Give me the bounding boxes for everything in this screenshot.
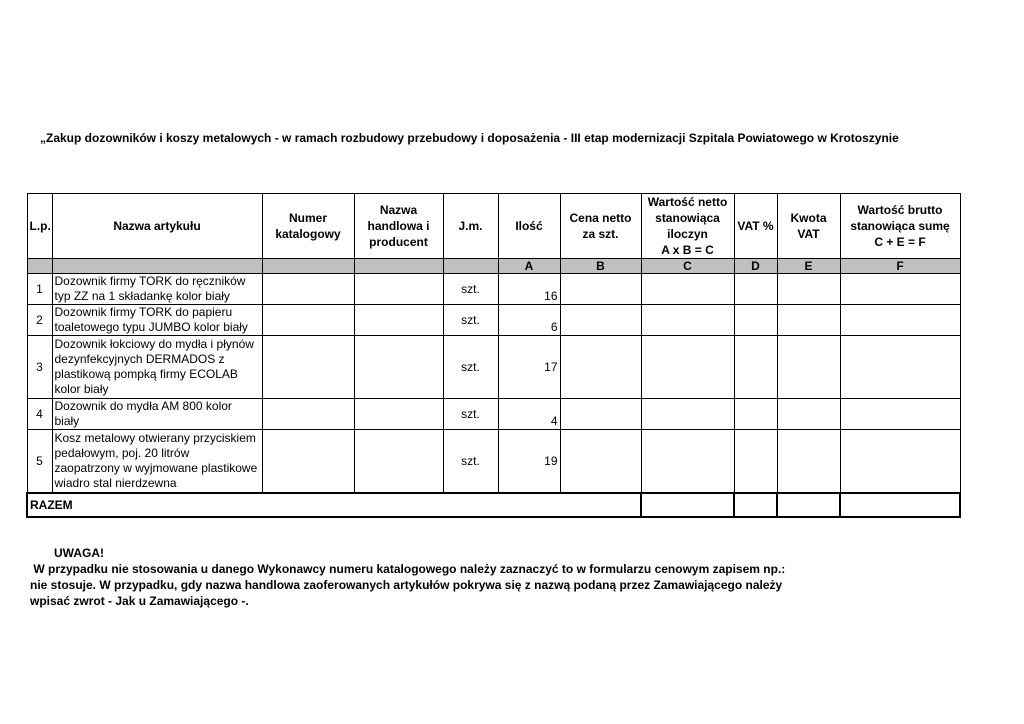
table-row	[27, 336, 960, 399]
net-value-cell[interactable]	[641, 305, 734, 336]
net-value-cell[interactable]	[641, 336, 734, 399]
trade-name-cell[interactable]	[354, 336, 443, 399]
row-lp: 3	[27, 336, 52, 399]
total-vat-amount-cell[interactable]	[777, 493, 840, 517]
item-name-line: pedałowym, poj. 20 litrów	[54, 446, 190, 460]
header-price-line: Cena netto	[569, 211, 632, 225]
row-lp: 4	[27, 399, 52, 430]
header-net-line: iloczyn	[667, 227, 708, 241]
unit-price-cell[interactable]	[560, 430, 641, 494]
catalog-number-cell[interactable]	[262, 305, 354, 336]
header-trade-line: Nazwa	[379, 203, 418, 217]
trade-name-cell[interactable]	[354, 305, 443, 336]
unit-price-cell[interactable]	[560, 274, 641, 305]
vat-percent-cell[interactable]	[734, 336, 777, 399]
notes-line: W przypadku nie stosowania u danego Wykonawcy numeru katalogowego należy zaznaczyć to w formularzu cenowym zapisem np.:	[30, 562, 786, 576]
header-row	[27, 194, 960, 259]
header-vat-line: VAT	[797, 227, 820, 241]
row-item-name	[52, 430, 262, 494]
gross-value-cell[interactable]	[840, 305, 960, 336]
catalog-number-cell[interactable]	[262, 430, 354, 494]
gross-value-cell[interactable]	[840, 336, 960, 399]
header-trade-line: handlowa i	[367, 219, 430, 233]
item-name-line: Dozownik firmy TORK do papieru	[54, 305, 233, 319]
header-vat-amount	[777, 194, 840, 259]
vat-amount-cell[interactable]	[777, 399, 840, 430]
catalog-number-cell[interactable]	[262, 336, 354, 399]
vat-percent-cell[interactable]	[734, 399, 777, 430]
row-item-name	[52, 305, 262, 336]
notes-block	[30, 545, 785, 609]
row-quantity: 19	[498, 430, 560, 494]
gross-value-cell[interactable]	[840, 399, 960, 430]
table-row	[27, 430, 960, 494]
header-catalog-number	[262, 194, 354, 259]
header-net-value	[641, 194, 734, 259]
header-trade-line: producent	[369, 235, 428, 249]
letter-f: F	[840, 259, 960, 274]
notes-heading: UWAGA!	[54, 546, 104, 560]
header-gross-line: stanowiąca sumę	[850, 219, 950, 233]
vat-amount-cell[interactable]	[777, 336, 840, 399]
total-net-cell[interactable]	[641, 493, 734, 517]
row-item-name	[52, 399, 262, 430]
row-unit: szt.	[443, 430, 498, 494]
row-unit: szt.	[443, 399, 498, 430]
catalog-number-cell[interactable]	[262, 399, 354, 430]
row-quantity: 4	[498, 399, 560, 430]
header-quantity: Ilość	[498, 194, 560, 259]
vat-amount-cell[interactable]	[777, 430, 840, 494]
price-form-table	[26, 193, 961, 518]
item-name-line: toaletowego typu JUMBO kolor biały	[54, 320, 248, 334]
net-value-cell[interactable]	[641, 274, 734, 305]
item-name-line: Kosz metalowy otwierany przyciskiem	[54, 431, 256, 445]
row-unit: szt.	[443, 336, 498, 399]
item-name-line: Dozownik firmy TORK do ręczników	[54, 274, 246, 288]
net-value-cell[interactable]	[641, 399, 734, 430]
header-vat-line: Kwota	[790, 211, 827, 225]
row-lp: 2	[27, 305, 52, 336]
net-value-cell[interactable]	[641, 430, 734, 494]
table-row	[27, 399, 960, 430]
document-title: „Zakup dozowników i koszy metalowych - w ramach rozbudowy przebudowy i doposażenia - III etap modernizacji Szpitala Powiatowego w Krotoszynie	[40, 131, 899, 145]
total-gross-cell[interactable]	[840, 493, 960, 517]
row-quantity: 16	[498, 274, 560, 305]
header-net-line: A x B = C	[661, 243, 714, 257]
gross-value-cell[interactable]	[840, 274, 960, 305]
item-name-line: Dozownik do mydła AM 800 kolor	[54, 399, 232, 413]
letter-b: B	[560, 259, 641, 274]
row-unit: szt.	[443, 274, 498, 305]
item-name-line: typ ZZ na 1 składankę kolor biały	[54, 289, 230, 303]
header-gross-value	[840, 194, 960, 259]
item-name-line: plastikową pompką firmy ECOLAB	[54, 367, 238, 381]
header-trade-name	[354, 194, 443, 259]
unit-price-cell[interactable]	[560, 399, 641, 430]
letter-c: C	[641, 259, 734, 274]
gross-value-cell[interactable]	[840, 430, 960, 494]
row-quantity: 6	[498, 305, 560, 336]
item-name-line: biały	[54, 414, 80, 428]
header-name: Nazwa artykułu	[52, 194, 262, 259]
unit-price-cell[interactable]	[560, 336, 641, 399]
total-row	[27, 493, 960, 517]
total-vat-percent-cell[interactable]	[734, 493, 777, 517]
header-net-line: stanowiąca	[655, 211, 720, 225]
header-gross-line: C + E = F	[874, 235, 926, 249]
table-row	[27, 305, 960, 336]
row-quantity: 17	[498, 336, 560, 399]
item-name-line: Dozownik łokciowy do mydła i płynów	[54, 337, 254, 351]
vat-percent-cell[interactable]	[734, 305, 777, 336]
header-unit-price	[560, 194, 641, 259]
trade-name-cell[interactable]	[354, 399, 443, 430]
vat-percent-cell[interactable]	[734, 274, 777, 305]
header-gross-line: Wartość brutto	[857, 203, 943, 217]
letter-e: E	[777, 259, 840, 274]
vat-percent-cell[interactable]	[734, 430, 777, 494]
notes-line: nie stosuje. W przypadku, gdy nazwa handlowa zaoferowanych artykułów pokrywa się z nazwą podaną przez Zamawiającego należy	[30, 578, 783, 592]
letter-d: D	[734, 259, 777, 274]
vat-amount-cell[interactable]	[777, 274, 840, 305]
item-name-line: wiadro stal nierdzewna	[54, 476, 177, 490]
header-catalog-line: katalogowy	[275, 227, 341, 241]
trade-name-cell[interactable]	[354, 274, 443, 305]
header-vat-percent: VAT %	[734, 194, 777, 259]
row-item-name	[52, 336, 262, 399]
row-lp: 5	[27, 430, 52, 494]
table-row	[27, 274, 960, 305]
item-name-line: kolor biały	[54, 382, 109, 396]
row-lp: 1	[27, 274, 52, 305]
header-unit: J.m.	[443, 194, 498, 259]
header-catalog-line: Numer	[288, 211, 327, 225]
trade-name-cell[interactable]	[354, 430, 443, 494]
item-name-line: dezynfekcyjnych DERMADOS z	[54, 352, 225, 366]
row-item-name	[52, 274, 262, 305]
header-lp: L.p.	[27, 194, 52, 259]
notes-line: wpisać zwrot - Jak u Zamawiającego -.	[30, 594, 249, 608]
row-unit: szt.	[443, 305, 498, 336]
unit-price-cell[interactable]	[560, 305, 641, 336]
catalog-number-cell[interactable]	[262, 274, 354, 305]
column-letters-row	[27, 259, 960, 274]
header-net-line: Wartość netto	[647, 195, 728, 209]
letter-a: A	[498, 259, 560, 274]
item-name-line: zaopatrzony w wyjmowane plastikowe	[54, 461, 258, 475]
header-price-line: za szt.	[582, 227, 619, 241]
vat-amount-cell[interactable]	[777, 305, 840, 336]
total-label: RAZEM	[27, 493, 641, 517]
